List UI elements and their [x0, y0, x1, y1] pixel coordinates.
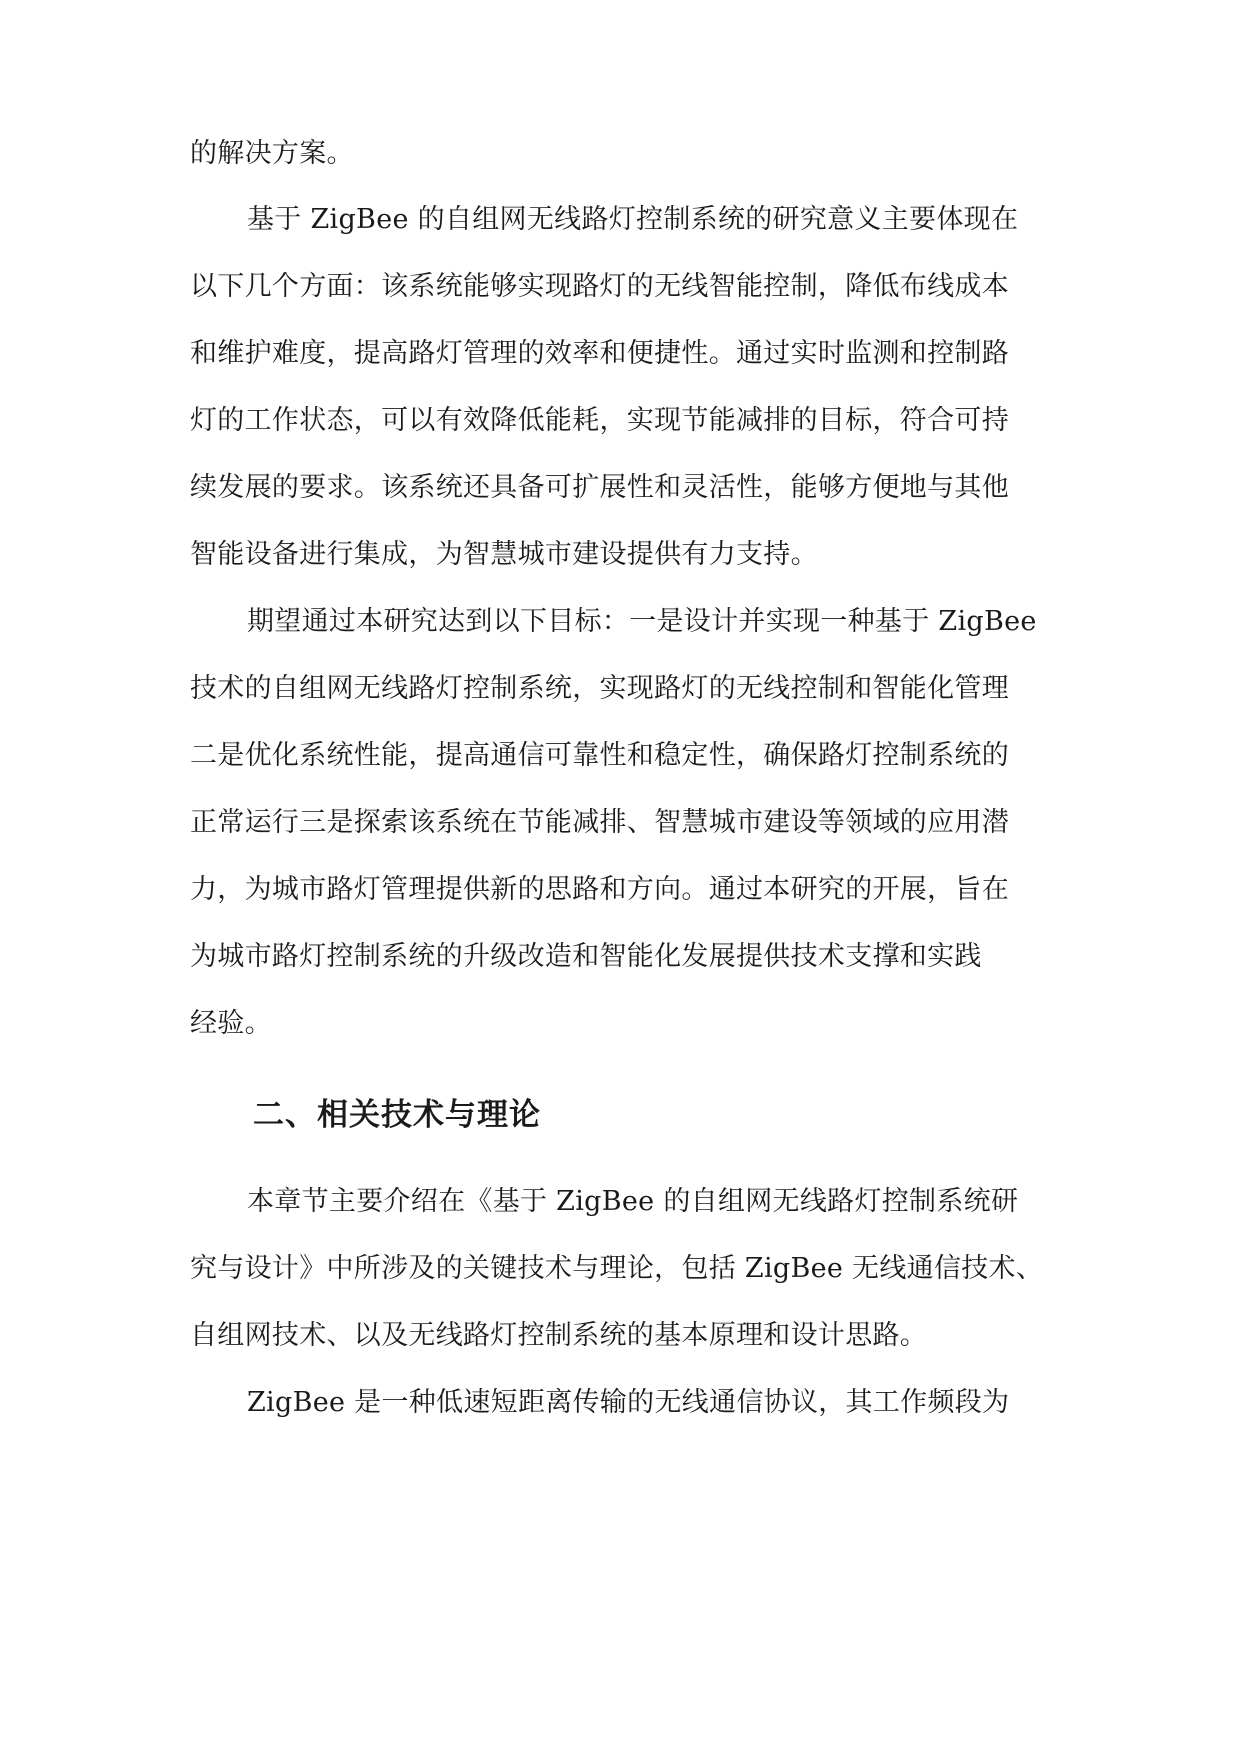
paragraph-line: 技术的自组网无线路灯控制系统，实现路灯的无线控制和智能化管理 [190, 673, 1009, 704]
paragraph-line: 期望通过本研究达到以下目标：一是设计并实现一种基于 ZigBee [247, 606, 1037, 637]
paragraph-line: ZigBee 是一种低速短距离传输的无线通信协议，其工作频段为 [247, 1387, 1010, 1418]
paragraph-line: 的解决方案。 [190, 138, 354, 169]
paragraph-line: 二是优化系统性能，提高通信可靠性和稳定性，确保路灯控制系统的 [190, 740, 1009, 771]
paragraph-line: 灯的工作状态，可以有效降低能耗，实现节能减排的目标，符合可持 [190, 405, 1009, 436]
paragraph-line: 经验。 [190, 1008, 272, 1039]
paragraph-line: 本章节主要介绍在《基于 ZigBee 的自组网无线路灯控制系统研 [247, 1186, 1019, 1217]
paragraph-line: 续发展的要求。该系统还具备可扩展性和灵活性，能够方便地与其他 [190, 472, 1009, 503]
paragraph-line: 正常运行三是探索该系统在节能减排、智慧城市建设等领域的应用潜 [190, 807, 1009, 838]
paragraph-line: 为城市路灯控制系统的升级改造和智能化发展提供技术支撑和实践 [190, 941, 982, 972]
paragraph-line: 力，为城市路灯管理提供新的思路和方向。通过本研究的开展，旨在 [190, 874, 1009, 905]
section-heading: 二、相关技术与理论 [253, 1097, 541, 1133]
paragraph-line: 智能设备进行集成，为智慧城市建设提供有力支持。 [190, 539, 818, 570]
paragraph-line: 以下几个方面：该系统能够实现路灯的无线智能控制，降低布线成本 [190, 271, 1009, 302]
paragraph-line: 自组网技术、以及无线路灯控制系统的基本原理和设计思路。 [190, 1320, 928, 1351]
paragraph-line: 究与设计》中所涉及的关键技术与理论，包括 ZigBee 无线通信技术、 [190, 1253, 1044, 1284]
paragraph-line: 和维护难度，提高路灯管理的效率和便捷性。通过实时监测和控制路 [190, 338, 1009, 369]
paragraph-line: 基于 ZigBee 的自组网无线路灯控制系统的研究意义主要体现在 [247, 204, 1019, 235]
